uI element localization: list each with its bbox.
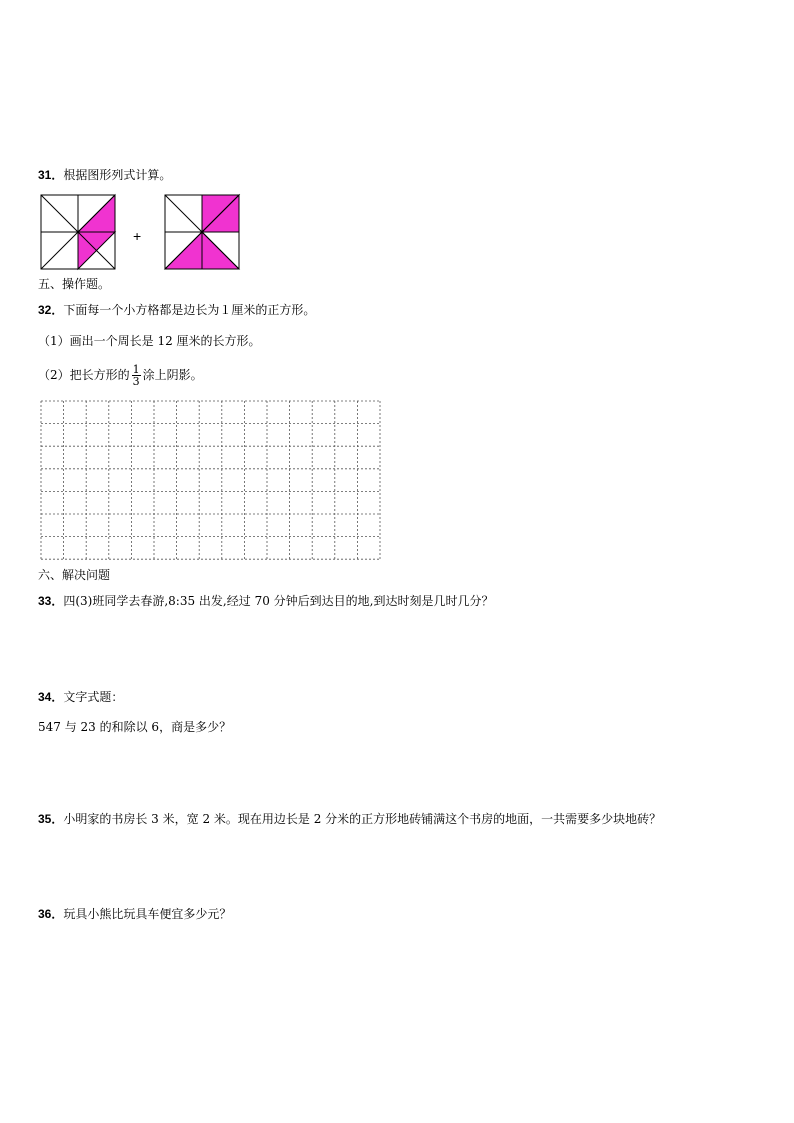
question-number: 33． [38, 594, 64, 608]
question-32-part-1: （1）画出一个周长是 12 厘米的长方形。 [38, 334, 261, 348]
pinwheel-figure-1 [40, 194, 116, 270]
question-number: 31． [38, 168, 64, 182]
question-number: 34． [38, 690, 64, 704]
question-33 [38, 593, 493, 609]
section-5-title: 五、操作题。 [38, 277, 111, 291]
question-text: 玩具小熊比玩具车便宜多少元？ [63, 907, 232, 921]
question-34 [38, 689, 123, 705]
question-text: 下面每一个小方格都是边长为１厘米的正方形。 [63, 303, 316, 317]
question-32 [38, 302, 315, 318]
question-text: 小明家的书房长 3 米，宽 2 米。现在用边长是 2 分米的正方形地砖铺满这个书房的地面，一共需要多少块地砖？ [63, 812, 662, 826]
fraction-one-third [132, 364, 141, 387]
question-number: 36． [38, 907, 64, 921]
question-text: 文字式题： [63, 690, 124, 704]
part-2-suffix: 涂上阴影。 [142, 368, 203, 382]
question-number: 32． [38, 303, 64, 317]
plus-sign: + [133, 228, 142, 244]
question-number: 35． [38, 812, 64, 826]
fraction-denominator: 3 [132, 375, 140, 388]
part-2-prefix: （2）把长方形的 [38, 368, 130, 382]
question-35 [38, 811, 661, 827]
question-31 [38, 167, 171, 183]
dotted-square-grid[interactable] [40, 400, 382, 562]
pinwheel-figure-2 [164, 194, 240, 270]
question-text: 四(3)班同学去春游,8:35 出发,经过 70 分钟后到达目的地,到达时刻是几时几分？ [63, 594, 494, 608]
section-6-title: 六、解决问题 [38, 568, 111, 582]
question-34-expression: 547 与 23 的和除以 6，商是多少？ [38, 720, 232, 734]
question-32-part-2 [38, 360, 203, 390]
question-text: 根据图形列式计算。 [63, 168, 172, 182]
fraction-numerator: 1 [132, 363, 140, 376]
question-36 [38, 906, 231, 922]
